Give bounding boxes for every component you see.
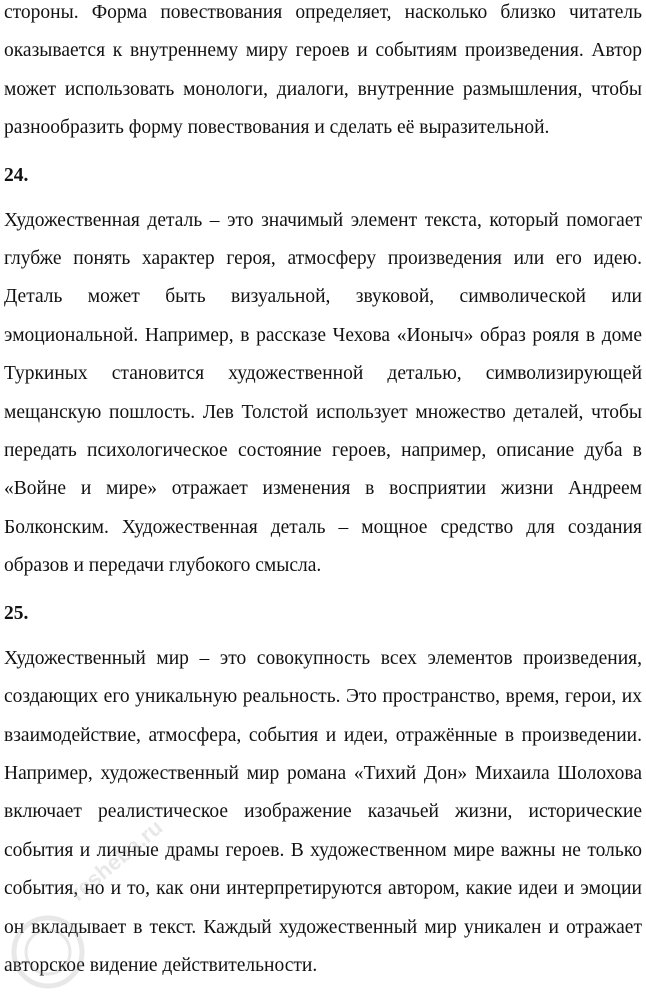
watermark-text: resheba.ru xyxy=(65,814,168,906)
document-page xyxy=(4,0,642,985)
section-25-text: Художественный мир – это совокупность всех элементов произведения, создающих его уникальную реальность. Это пространство, время, герои, их взаимодействие, атмосфера, события и идеи, отражённые в произведении. Например, художественный мир романа «Тихий Дон» Михаила Шолохова включает реалистическое изображение казачьей жизни, исторические события и личные драмы героев. В художественном мире важны не только события, но и то, как они интерпретируются автором, какие идеи и эмоции он вкладывает в текст. Каждый художественный мир уникален и отражает авторское видение действительности. xyxy=(4,647,642,976)
section-24-text: Художественная деталь – это значимый элемент текста, который помогает глубже понять характер героя, атмосферу произведения или его идею. Деталь может быть визуальной, звуковой, символической или эмоциональной. Например, в рассказе Чехова «Ионыч» образ рояля в доме Туркиных становится художественной деталью, символизирующей мещанскую пошлость. Лев Толстой использует множество деталей, чтобы передать психологическое состояние героев, например, описание дуба в «Войне и мире» отражает изменения в восприятии жизни Андреем Болконским. Художественная деталь – мощное средство для создания образов и передачи глубокого смысла. xyxy=(4,209,642,577)
paragraph-intro: стороны. Форма повествования определяет, насколько близко читатель оказывается к внутреннему миру героев и событиям произведения. Автор может использовать монологи, диалоги, внутренние размышления, чтобы разнообразить форму повествования и сделать её выразительной. xyxy=(4,2,642,139)
section-number-24: 24. xyxy=(4,164,29,186)
section-number-25: 25. xyxy=(4,602,29,624)
